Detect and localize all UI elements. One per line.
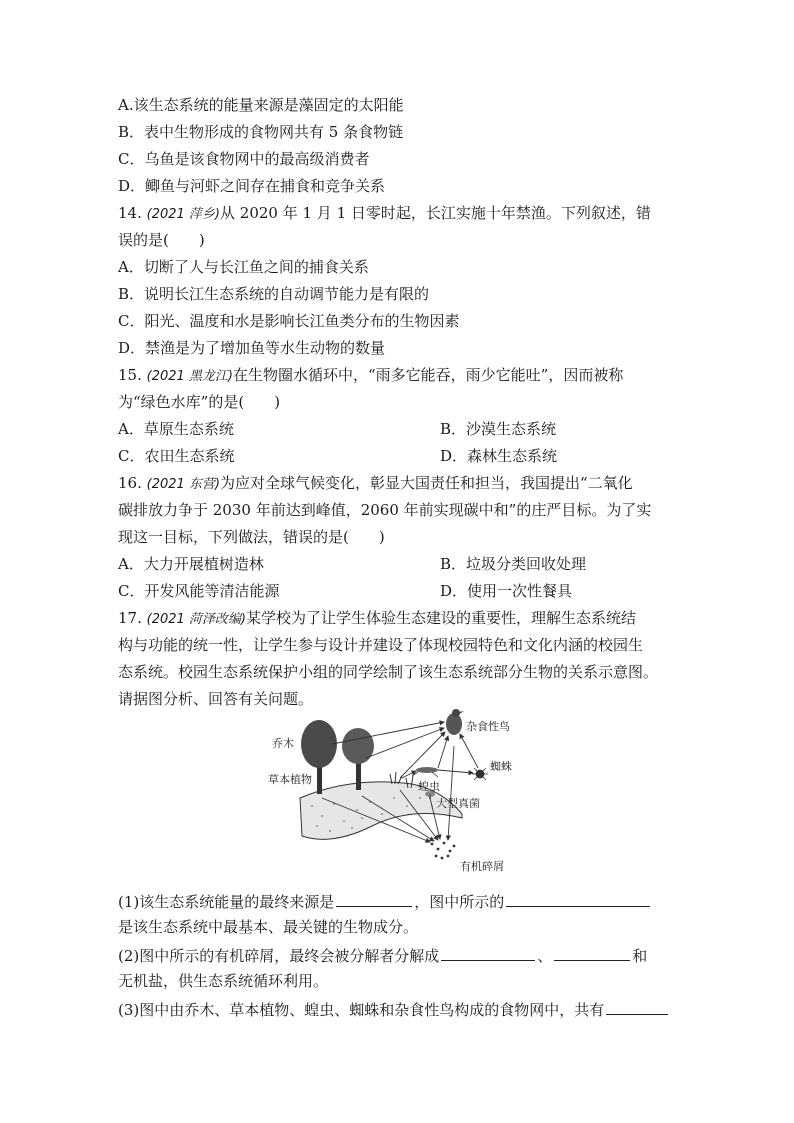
q16-stem-line-1 bbox=[118, 473, 633, 495]
answer-blank[interactable] bbox=[441, 944, 535, 961]
q17-sub2-a: (2)图中所示的有机碎屑，最终会被分解者分解成 bbox=[118, 947, 440, 965]
q15-number: 15. bbox=[118, 366, 142, 384]
ecosystem-diagram bbox=[262, 706, 524, 878]
q15-stem-2: 为“绿色水库”的是( ) bbox=[118, 393, 281, 411]
q17-sub3-a: (3)图中由乔木、草本植物、蝗虫、蜘蛛和杂食性鸟构成的食物网中，共有 bbox=[118, 1001, 605, 1019]
q17-sub2-line-1 bbox=[118, 944, 647, 966]
q15-stem-line-1 bbox=[118, 365, 623, 387]
q17-sub2-b: 、 bbox=[537, 947, 553, 965]
q17-stem-4: 请据图分析、回答有关问题。 bbox=[118, 690, 314, 708]
figure-label-debris: 有机碎屑 bbox=[460, 860, 504, 873]
spider-icon bbox=[472, 768, 488, 780]
q17-sub2-c: 和 bbox=[632, 947, 648, 965]
q16-option-c: C．开发风能等清洁能源 bbox=[118, 582, 280, 600]
q14-option-a: A．切断了人与长江鱼之间的捕食关系 bbox=[118, 258, 369, 276]
q17-stem-line-1 bbox=[118, 608, 636, 630]
q14-source: (2021 萍乡) bbox=[146, 207, 221, 222]
answer-blank[interactable] bbox=[554, 944, 630, 961]
q17-source: (2021 菏泽改编) bbox=[146, 612, 247, 627]
figure-label-locust: 蝗虫 bbox=[418, 780, 440, 793]
answer-blank[interactable] bbox=[336, 890, 412, 907]
q15-option-c: C．农田生态系统 bbox=[118, 447, 235, 465]
q17-stem-2: 构与功能的统一性，让学生参与设计并建设了体现校园特色和文化内涵的校园生 bbox=[118, 636, 644, 654]
q16-option-a: A．大力开展植树造林 bbox=[118, 555, 264, 573]
q16-option-d: D．使用一次性餐具 bbox=[440, 582, 573, 600]
q17-stem-3: 态系统。校园生态系统保护小组的同学绘制了该生态系统部分生物的关系示意图。 bbox=[118, 663, 659, 681]
bird-icon bbox=[446, 709, 464, 735]
figure-label-fungi: 大型真菌 bbox=[436, 797, 480, 810]
q16-source: (2021 东营) bbox=[146, 477, 221, 492]
figure-label-bird: 杂食性鸟 bbox=[466, 720, 510, 733]
q13-option-c: C．乌鱼是该食物网中的最高级消费者 bbox=[118, 150, 370, 168]
answer-blank[interactable] bbox=[606, 998, 668, 1015]
q16-number: 16. bbox=[118, 474, 142, 492]
q15-option-d: D．森林生态系统 bbox=[440, 447, 558, 465]
q16-stem-2: 碳排放力争于 2030 年前达到峰值，2060 年前实现碳中和”的庄严目标。为了实 bbox=[118, 501, 652, 519]
q14-stem-line-1 bbox=[118, 203, 651, 225]
q17-number: 17. bbox=[118, 609, 142, 627]
locust-icon bbox=[412, 767, 438, 777]
q17-sub1-c: 是该生态系统中最基本、最关键的生物成分。 bbox=[118, 918, 419, 936]
figure-label-herb: 草本植物 bbox=[268, 773, 312, 786]
figure-label-spider: 蜘蛛 bbox=[490, 760, 512, 773]
q13-option-d: D．鲫鱼与河虾之间存在捕食和竞争关系 bbox=[118, 177, 386, 195]
figure-label-tree: 乔木 bbox=[272, 737, 294, 750]
q16-stem-1: 为应对全球气候变化，彰显大国责任和担当，我国提出“二氧化 bbox=[220, 474, 633, 492]
q15-stem-1: 在生物圈水循环中，“雨多它能吞，雨少它能吐”，因而被称 bbox=[233, 366, 624, 384]
q13-option-b: B．表中生物形成的食物网共有 5 条食物链 bbox=[118, 123, 404, 141]
answer-blank[interactable] bbox=[506, 890, 650, 907]
q17-sub3-line-1 bbox=[118, 998, 670, 1020]
debris-icon bbox=[431, 842, 456, 860]
q16-option-b: B．垃圾分类回收处理 bbox=[440, 555, 587, 573]
q17-sub1-b: ，图中所示的 bbox=[414, 893, 505, 911]
q13-option-a: A.该生态系统的能量来源是藻固定的太阳能 bbox=[118, 96, 404, 114]
q15-source: (2021 黑龙江) bbox=[146, 369, 234, 384]
q14-stem-2: 误的是( ) bbox=[118, 231, 205, 249]
q14-number: 14. bbox=[118, 204, 142, 222]
q17-sub2-d: 无机盐，供生态系统循环利用。 bbox=[118, 972, 329, 990]
q14-stem-1: 从 2020 年 1 月 1 日零时起，长江实施十年禁渔。下列叙述，错 bbox=[220, 204, 651, 222]
q15-option-b: B．沙漠生态系统 bbox=[440, 420, 557, 438]
q16-stem-3: 现这一目标，下列做法，错误的是( ) bbox=[118, 528, 385, 546]
q15-option-a: A．草原生态系统 bbox=[118, 420, 234, 438]
q17-stem-1: 某学校为了让学生体验生态建设的重要性，理解生态系统结 bbox=[246, 609, 637, 627]
q14-option-d: D．禁渔是为了增加鱼等水生动物的数量 bbox=[118, 339, 386, 357]
q17-sub1-line-1 bbox=[118, 890, 652, 912]
q14-option-b: B．说明长江生态系统的自动调节能力是有限的 bbox=[118, 285, 430, 303]
q14-option-c: C．阳光、温度和水是影响长江鱼类分布的生物因素 bbox=[118, 312, 460, 330]
q17-sub1-a: (1)该生态系统能量的最终来源是 bbox=[118, 893, 335, 911]
